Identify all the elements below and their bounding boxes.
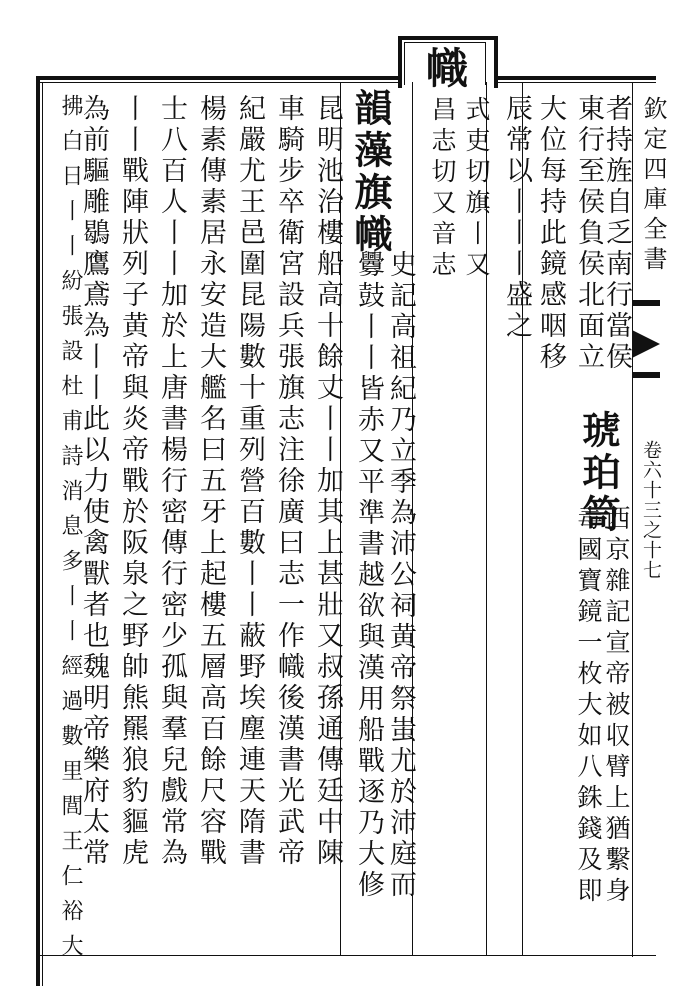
text-column: 西京雜記宣帝被収臂上猶繫身 [602, 505, 631, 908]
text-column: 拂白日丨丨紛張設杜甫詩消息多丨丨經過數里閭王仁裕大 [58, 94, 83, 969]
text-column: 辰常以丨丨丨盛之 [501, 94, 532, 342]
text-column: 釁鼓丨丨皆赤又平準書越欲與漢用船戰逐乃大修 [353, 250, 384, 901]
text-column: 昆明池治樓船高十餘丈丨丨加其上甚壯又叔孫通傳廷中陳 [312, 94, 343, 869]
text-column: 丨丨戰陣狀列子黄帝與炎帝戰於阪泉之野帥熊羆狼豹貙虎 [117, 94, 148, 869]
volume-label: 卷六十三之十七 [640, 440, 662, 580]
frame-left-border [36, 76, 40, 986]
book-title: 欽定四庫全書 [639, 96, 667, 276]
text-column: 毒國寶鏡一枚大如八銖錢及即 [574, 505, 603, 908]
pronunciation-note: 昌志切又音志 [428, 96, 457, 282]
text-column: 史記高祖紀乃立季為沛公祠黄帝祭蚩尤於沛庭而 [385, 250, 416, 901]
text-column: 士八百人丨丨加於上唐書楊行密傳行密少孤與羣兒戲常為 [156, 94, 187, 869]
text-column: 楊素傳素居永安造大艦名曰五牙上起樓五層高百餘尺容戰 [195, 94, 226, 869]
frame-left-inner-border [42, 82, 43, 986]
text-column: 者持旌自乏南行當侯 [601, 94, 632, 373]
frame-top-border [36, 76, 656, 80]
text-column: 紀嚴尤王邑圍昆陽數十重列營百數丨丨蔽野埃塵連天隋書 [234, 94, 265, 869]
entry-heading-word: 幟 [420, 46, 469, 96]
frame-bottom-border [36, 955, 656, 956]
phrase-heading: 韻藻旗幟 [348, 88, 393, 256]
pronunciation-note: 式吏切旗丨又 [462, 96, 491, 282]
text-column: 東行至侯負侯北面立 [573, 94, 604, 373]
text-column: 大位每持此鏡感咽移 [535, 94, 566, 373]
entry-heading-amber-case: 琥珀笥 [576, 410, 621, 536]
text-column: 為前驅雕鶡鷹鳶為丨丨此以力使禽獸者也魏明帝樂府太常 [78, 94, 109, 869]
text-column: 車騎步卒衛宮設兵張旗志注徐廣曰志一作幟後漢書光武帝 [273, 94, 304, 869]
frame-inner-top-border [36, 82, 656, 83]
